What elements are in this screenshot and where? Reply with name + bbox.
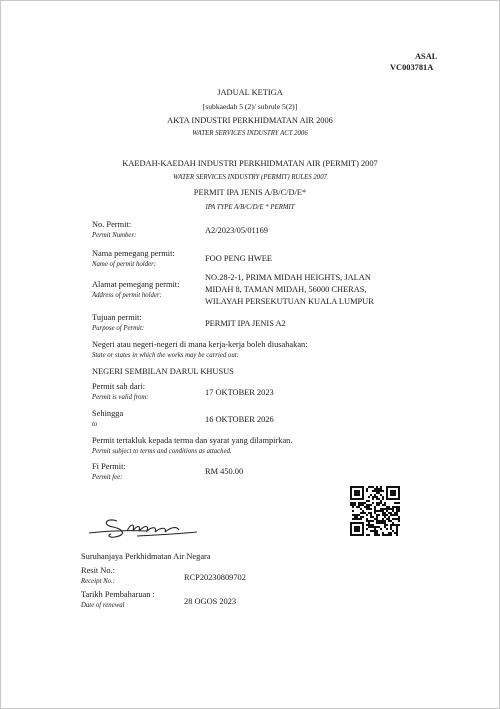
subrule-ref: [subkaedah 5 (2)/ subrule 5(2)]: [202, 102, 298, 111]
permit-type-en: IPA TYPE A/B/C/D/E * PERMIT: [205, 204, 295, 211]
act-title-my: AKTA INDUSTRI PERKHIDMATAN AIR 2006: [167, 116, 333, 125]
fee-value: RM 450.00: [205, 467, 244, 476]
address-line-2: MIDAH 8, TAMAN MIDAH, 56000 CHERAS,: [205, 285, 367, 294]
renewal-value: 28 OGOS 2023: [184, 597, 237, 606]
receipt-value: RCP20230809702: [184, 573, 246, 582]
valid-from-label-en: Permit is valid from:: [92, 394, 149, 401]
holder-label-en: Name of permit holder:: [92, 261, 156, 268]
holder-value: FOO PENG HWEE: [205, 254, 272, 263]
terms-en: Permit subject to terms and conditions as attached.: [92, 448, 232, 455]
qr-code: [350, 486, 400, 536]
fee-label-my: Fi Permit:: [92, 462, 126, 471]
valid-to-label-my: Sehingga: [92, 409, 124, 418]
act-title-en: WATER SERVICES INDUSTRY ACT 2006: [192, 130, 308, 137]
schedule-title: JADUAL KETIGA: [217, 88, 283, 97]
states-label-my: Negeri atau negeri-negeri di mana kerja-kerja boleh diusahakan:: [92, 340, 308, 349]
receipt-label-my: Resit No.:: [81, 566, 115, 575]
holder-label-my: Nama pemegang permit:: [92, 249, 175, 258]
original-label: ASAL: [415, 52, 438, 61]
permit-number-label-my: No. Permit:: [92, 220, 132, 229]
issuer-name: Suruhanjaya Perkhidmatan Air Negara: [81, 552, 211, 561]
permit-type-my: PERMIT IPA JENIS A/B/C/D/E*: [193, 188, 307, 197]
address-line-1: NO.28-2-1, PRIMA MIDAH HEIGHTS, JALAN: [205, 273, 371, 282]
signature: [87, 513, 199, 541]
states-label-en: State or states in which the works may be carried out:: [92, 352, 239, 359]
states-value: NEGERI SEMBILAN DARUL KHUSUS: [92, 367, 234, 376]
permit-number-value: A2/2023/05/01169: [205, 226, 268, 235]
purpose-value: PERMIT IPA JENIS A2: [205, 319, 286, 328]
valid-to-value: 16 OKTOBER 2026: [205, 415, 274, 424]
rules-title-my: KAEDAH-KAEDAH INDUSTRI PERKHIDMATAN AIR (PERMIT) 2007: [122, 159, 378, 168]
receipt-label-en: Receipt No.:: [81, 578, 115, 585]
purpose-label-en: Purpose of Permit:: [92, 325, 145, 332]
address-label-en: Address of permit holder:: [92, 292, 162, 299]
rules-title-en: WATER SERVICES INDUSTRY (PERMIT) RULES 2007: [172, 174, 328, 181]
renewal-label-en: Date of renewal: [81, 602, 125, 609]
address-line-3: WILAYAH PERSEKUTUAN KUALA LUMPUR: [205, 297, 374, 306]
purpose-label-my: Tujuan permit:: [92, 313, 142, 322]
valid-from-label-my: Permit sah dari:: [92, 382, 146, 391]
valid-from-value: 17 OKTOBER 2023: [205, 388, 274, 397]
terms-my: Permit tertakluk kepada terma dan syarat yang dilampirkan.: [92, 436, 293, 445]
renewal-label-my: Tarikh Pembaharuan :: [81, 590, 155, 599]
fee-label-en: Permit fee:: [92, 474, 123, 481]
address-label-my: Alamat pemegang permit:: [92, 280, 180, 289]
valid-to-label-en: to: [92, 421, 98, 428]
document-serial: VC003781A: [390, 63, 434, 72]
permit-number-label-en: Permit Number:: [92, 232, 137, 239]
